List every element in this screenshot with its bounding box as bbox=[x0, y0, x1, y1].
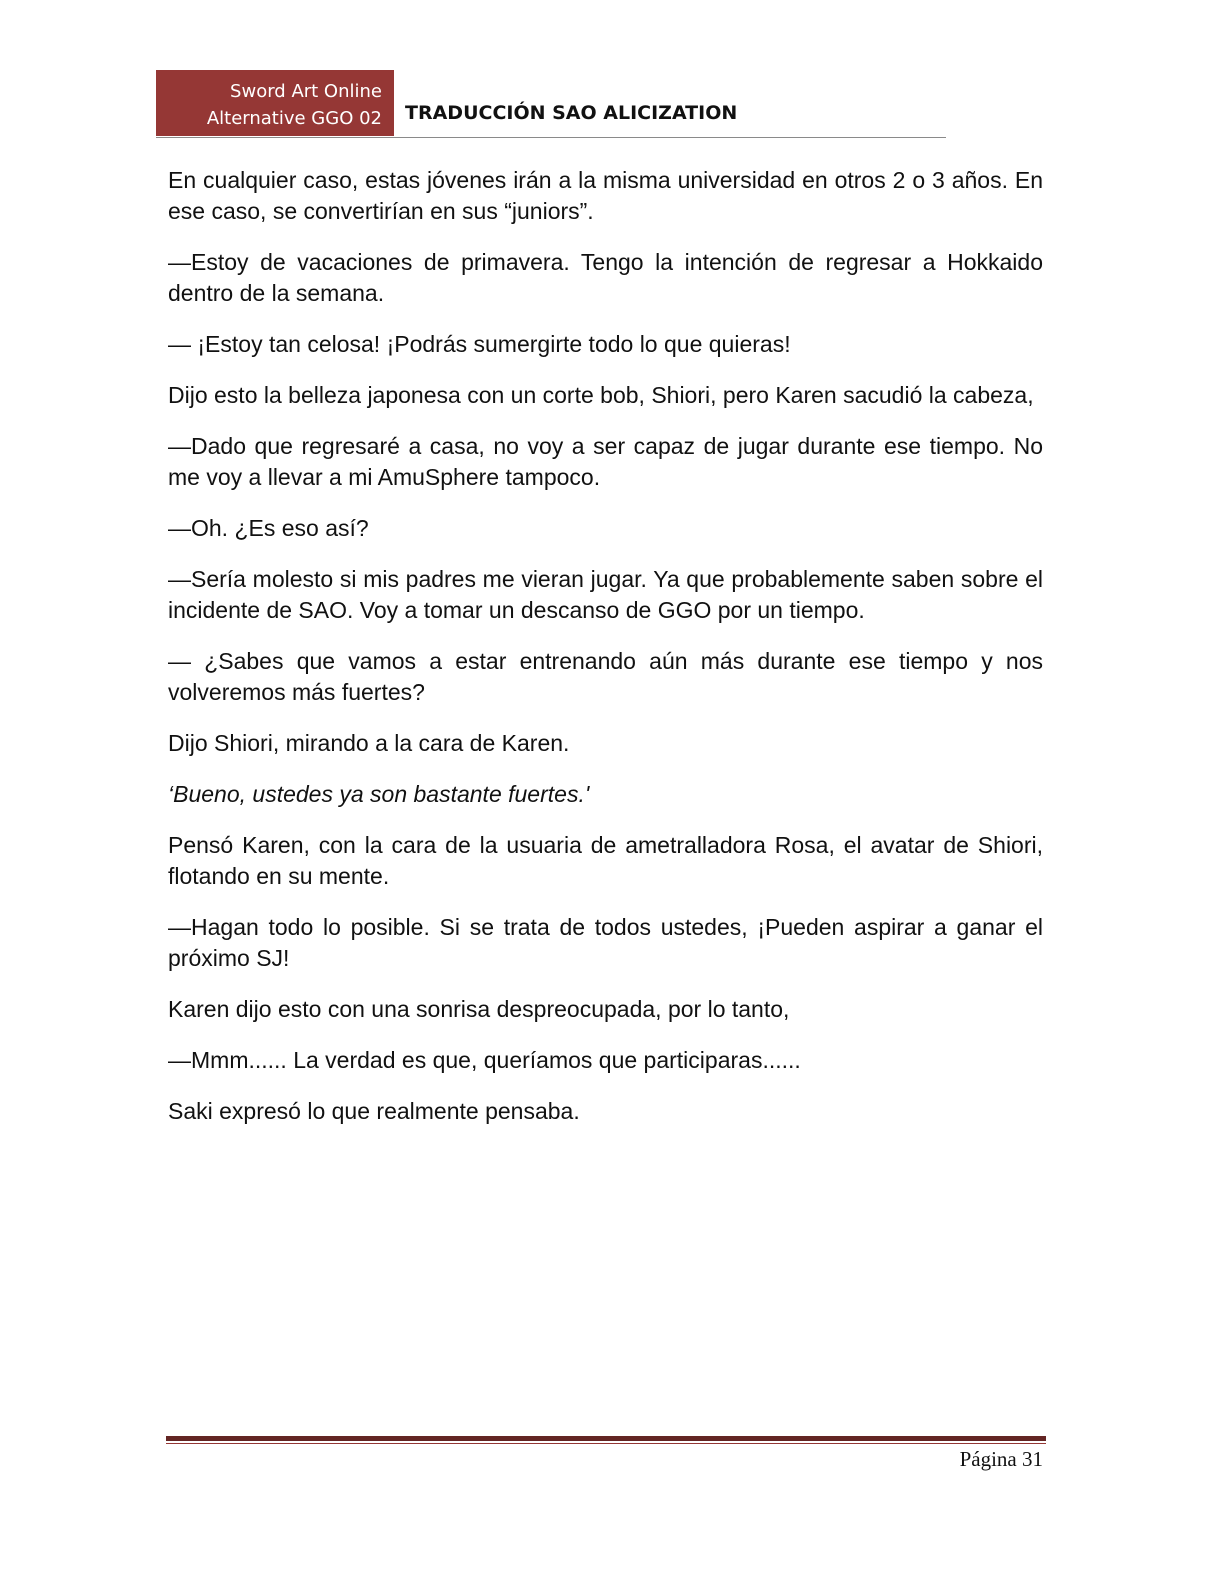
body-text bbox=[168, 165, 1043, 1147]
series-label-box bbox=[156, 70, 394, 136]
header-title: TRADUCCIÓN SAO ALICIZATION bbox=[405, 102, 738, 124]
paragraph: —Estoy de vacaciones de primavera. Tengo la intención de regresar a Hokkaido dentro de la semana. bbox=[168, 249, 1043, 306]
paragraph: — ¿Sabes que vamos a estar entrenando aún más durante ese tiempo y nos volveremos más fuertes? bbox=[168, 648, 1043, 705]
paragraph: — ¡Estoy tan celosa! ¡Podrás sumergirte todo lo que quieras! bbox=[168, 331, 791, 357]
paragraph: Dijo esto la belleza japonesa con un corte bob, Shiori, pero Karen sacudió la cabeza, bbox=[168, 382, 1034, 408]
footer-divider-thin bbox=[166, 1443, 1046, 1444]
footer-divider bbox=[166, 1436, 1046, 1441]
series-label-line1: Sword Art Online bbox=[230, 81, 382, 102]
paragraph: Saki expresó lo que realmente pensaba. bbox=[168, 1098, 580, 1124]
header-divider bbox=[156, 137, 946, 138]
series-label-line2: Alternative GGO 02 bbox=[206, 108, 382, 129]
paragraph-thought: ‘Bueno, ustedes ya son bastante fuertes.' bbox=[168, 781, 590, 807]
paragraph: —Sería molesto si mis padres me vieran jugar. Ya que probablemente saben sobre el incidente de SAO. Voy a tomar un descanso de GGO por un tiempo. bbox=[168, 566, 1043, 623]
paragraph: —Hagan todo lo posible. Si se trata de todos ustedes, ¡Pueden aspirar a ganar el próximo SJ! bbox=[168, 914, 1043, 971]
paragraph: —Mmm...... La verdad es que, queríamos que participaras...... bbox=[168, 1047, 801, 1073]
paragraph: Pensó Karen, con la cara de la usuaria de ametralladora Rosa, el avatar de Shiori, flotando en su mente. bbox=[168, 832, 1043, 889]
paragraph: Karen dijo esto con una sonrisa despreocupada, por lo tanto, bbox=[168, 996, 790, 1022]
paragraph: En cualquier caso, estas jóvenes irán a la misma universidad en otros 2 o 3 años. En ese caso, se convertirían en sus “juniors”. bbox=[168, 167, 1043, 224]
paragraph: —Oh. ¿Es eso así? bbox=[168, 515, 369, 541]
paragraph: —Dado que regresaré a casa, no voy a ser capaz de jugar durante ese tiempo. No me voy a llevar a mi AmuSphere tampoco. bbox=[168, 433, 1043, 490]
page-number: Página 31 bbox=[959, 1447, 1043, 1471]
paragraph: Dijo Shiori, mirando a la cara de Karen. bbox=[168, 730, 570, 756]
